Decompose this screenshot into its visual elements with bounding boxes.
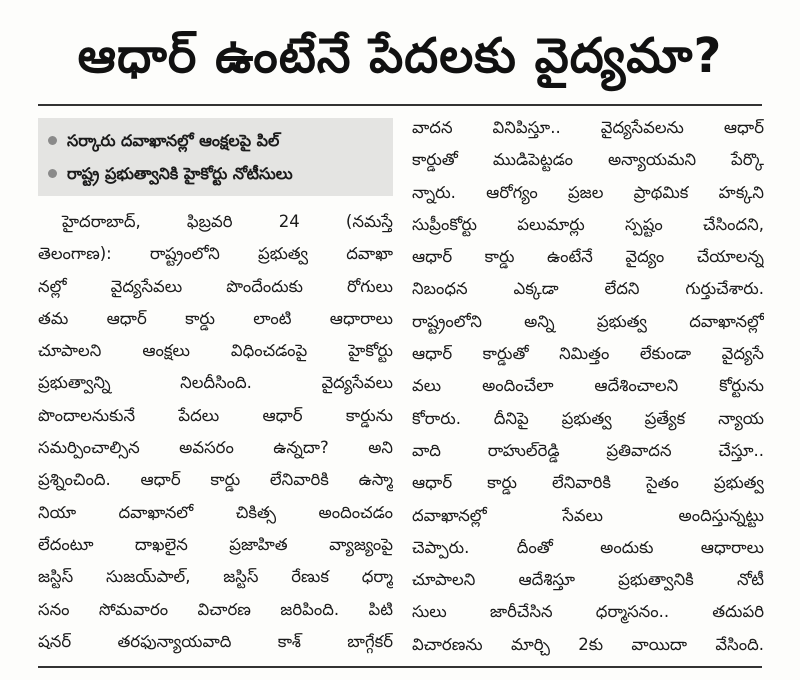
highlight-text: రాష్ట్ర ప్రభుత్వానికి హైకోర్టు నోటీసులు (67, 164, 293, 183)
headline-rule (38, 104, 762, 106)
text-line: చూపాలని ఆదేశిస్తూ ప్రభుత్వానికి నోటీ (412, 570, 764, 590)
text-line: సమర్పించాల్సిన అవసరం ఉన్నదా? అని (38, 438, 393, 458)
text-line: పొందాలనుకునే పేదలు ఆధార్ కార్డును (38, 405, 393, 425)
text-line: కోరారు. దీనిపై ప్రభుత్వ ప్రత్యేక న్యాయ (412, 408, 764, 428)
text-line: ప్రశ్నించింది. ఆధార్ కార్డు లేనివారికి ఉస్మా (38, 470, 393, 490)
text-line: తెలంగాణ): రాష్ట్రంలోని ప్రభుత్వ దవాఖా (38, 244, 393, 264)
text-line: ఆధార్ కార్డు ఉంటేనే వైద్యం చేయాలన్న (412, 247, 764, 267)
left-body-text (38, 206, 393, 658)
text-line: ఆధార్ కార్డుతో నిమిత్తం లేకుండా వైద్యసే (412, 344, 764, 364)
text-line: సులు జారీచేసిన ధర్మాసనం.. తదుపరి (412, 602, 764, 622)
text-line: వాదన వినిపిస్తూ.. వైద్యసేవలను ఆధార్ (412, 118, 764, 137)
right-column (412, 112, 764, 661)
text-line: చూపాలని ఆంక్షలు విధించడంపై హైకోర్టు (38, 341, 393, 361)
highlight-text: సర్కారు దవాఖానల్లో ఆంక్షలపై పిల్ (67, 131, 280, 150)
text-line: వలు అందించేలా ఆదేశించాలని కోర్టును (412, 376, 764, 396)
text-line: షనర్ తరఫున్యాయవాది కాశ్ బాగ్గేకర్ (38, 631, 393, 651)
text-line: రాష్ట్రంలోని అన్ని ప్రభుత్వ దవాఖానల్లో (412, 311, 764, 331)
text-line: నల్లో వైద్యసేవలు పొందేందుకు రోగులు (38, 276, 393, 296)
text-line: వాది రాహుల్‌రెడ్డి ప్రతివాదన చేస్తూ.. (412, 440, 764, 460)
text-line: తమ ఆధార్ కార్డు లాంటి ఆధారాలు (38, 308, 393, 328)
text-line: సుప్రీంకోర్టు పలుమార్లు స్పష్టం చేసిందని, (412, 214, 764, 234)
bullet-icon (48, 169, 57, 178)
text-line: ఆధార్ కార్డు లేనివారికి సైతం ప్రభుత్వ (412, 473, 764, 493)
text-line: దవాఖానల్లో సేవలు అందిస్తున్నట్టు (412, 505, 764, 525)
text-line: చెప్పారు. దీంతో అందుకు ఆధారాలు (412, 537, 764, 557)
highlight-item (42, 124, 385, 157)
text-line: నియా దవాఖానలో చికిత్స అందించడం (38, 502, 393, 522)
footer-rule (38, 666, 762, 668)
left-column (38, 118, 393, 658)
text-line: కార్డుతో ముడిపెట్టడం అన్యాయమని పేర్కొ (412, 150, 764, 170)
text-line: లేదంటూ దాఖలైన ప్రజాహిత వ్యాజ్యంపై (38, 534, 393, 554)
text-line: ప్రభుత్వాన్ని నిలదీసింది. వైద్యసేవలు (38, 373, 393, 393)
highlight-item (42, 157, 385, 190)
text-line: సనం సోమవారం విచారణ జరిపింది. పిటి (38, 599, 393, 619)
text-line: జస్టిస్ సుజయ్‌పాల్, జస్టిస్ రేణుక ధర్మా (38, 567, 393, 587)
bullet-icon (48, 136, 57, 145)
highlights-box (38, 118, 393, 196)
text-line: హైదరాబాద్, ఫిబ్రవరి 24 (నమస్తే (62, 212, 393, 231)
text-line: నిబంధన ఎక్కడా లేదని గుర్తుచేశారు. (412, 279, 764, 299)
headline: ఆధార్ ఉంటేనే పేదలకు వైద్యమా? (77, 28, 723, 84)
text-line: న్నారు. ఆరోగ్యం ప్రజల ప్రాథమిక హక్కని (412, 182, 764, 202)
text-line: విచారణను మార్చి 2కు వాయిదా వేసింది. (412, 634, 764, 654)
